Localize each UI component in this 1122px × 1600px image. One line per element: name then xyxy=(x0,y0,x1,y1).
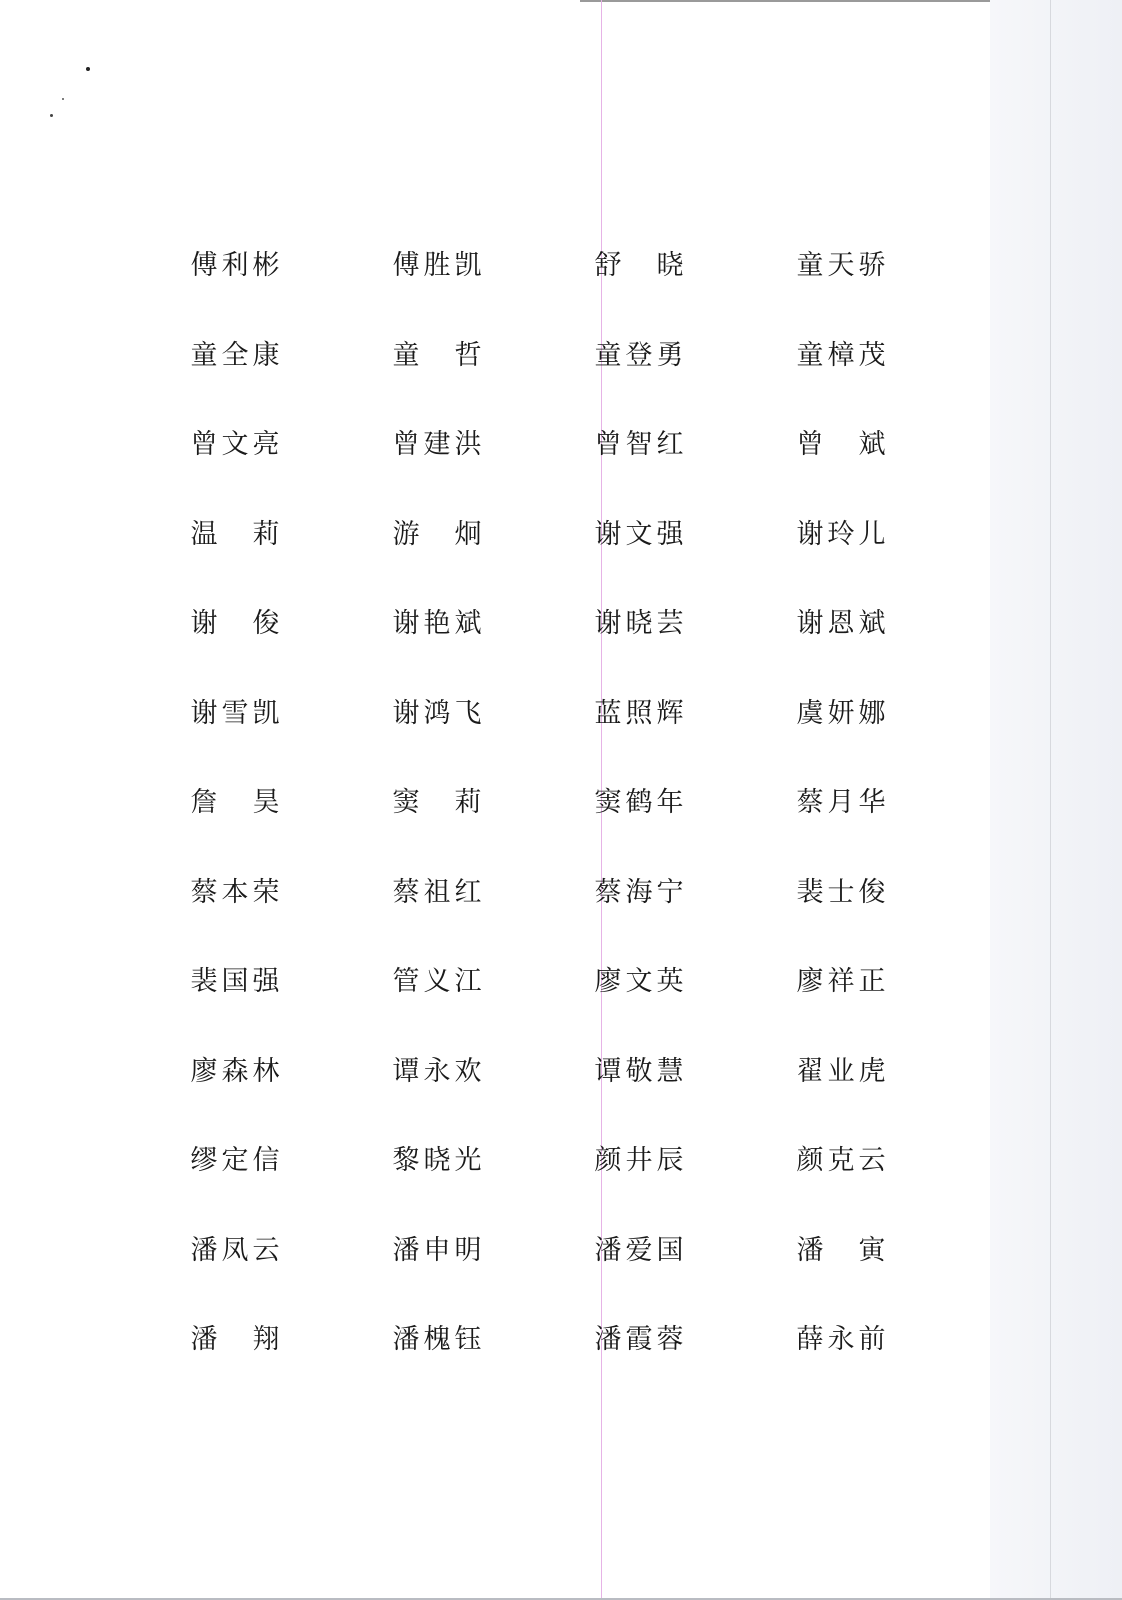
person-name: 窦 莉 xyxy=(392,787,482,818)
person-name: 裴 国 强 xyxy=(190,966,280,997)
person-name: 谢 晓 芸 xyxy=(594,608,684,639)
person-name: 黎 晓 光 xyxy=(392,1145,482,1176)
person-name: 薛 永 前 xyxy=(796,1324,886,1355)
person-name: 颜 井 辰 xyxy=(594,1145,684,1176)
person-name: 廖 祥 正 xyxy=(796,966,886,997)
person-name: 谢 恩 斌 xyxy=(796,608,886,639)
person-name: 蔡 海 宁 xyxy=(594,876,684,908)
person-name: 裴 士 俊 xyxy=(796,876,886,908)
person-name: 游 炯 xyxy=(392,518,482,550)
person-name: 傅 胜 凯 xyxy=(392,250,482,281)
person-name: 谢 文 强 xyxy=(594,518,684,550)
person-name: 曾 智 红 xyxy=(594,429,684,460)
person-name: 舒 晓 xyxy=(594,250,684,281)
person-name: 童 哲 xyxy=(392,339,482,371)
person-name: 潘 爱 国 xyxy=(594,1234,684,1266)
scan-speck xyxy=(50,114,53,117)
person-name: 缪 定 信 xyxy=(190,1145,280,1176)
person-name: 潘 寅 xyxy=(796,1234,886,1266)
person-name: 翟 业 虎 xyxy=(796,1055,886,1087)
person-name: 谢 艳 斌 xyxy=(392,608,482,639)
person-name: 谢 雪 凯 xyxy=(190,697,280,729)
person-name: 管 义 江 xyxy=(392,966,482,997)
person-name: 谢 鸿 飞 xyxy=(392,697,482,729)
person-name: 温 莉 xyxy=(190,518,280,550)
person-name: 廖 文 英 xyxy=(594,966,684,997)
person-name: 傅 利 彬 xyxy=(190,250,280,281)
person-name: 虞 妍 娜 xyxy=(796,697,886,729)
person-name: 潘 霞 蓉 xyxy=(594,1324,684,1355)
person-name: 詹 昊 xyxy=(190,787,280,818)
person-name: 谢 玲 儿 xyxy=(796,518,886,550)
person-name: 童 全 康 xyxy=(190,339,280,371)
scan-right-shading xyxy=(990,0,1122,1600)
person-name: 童 樟 茂 xyxy=(796,339,886,371)
person-name: 曾 文 亮 xyxy=(190,429,280,460)
person-name: 潘 翔 xyxy=(190,1324,280,1355)
person-name: 童 登 勇 xyxy=(594,339,684,371)
person-name: 潘 凤 云 xyxy=(190,1234,280,1266)
person-name: 潘 槐 钰 xyxy=(392,1324,482,1355)
person-name: 曾 建 洪 xyxy=(392,429,482,460)
person-name: 谭 永 欢 xyxy=(392,1055,482,1087)
person-name: 廖 森 林 xyxy=(190,1055,280,1087)
names-list-grid xyxy=(190,248,910,1412)
person-name: 蔡 月 华 xyxy=(796,787,886,818)
person-name: 蓝 照 辉 xyxy=(594,697,684,729)
person-name: 潘 申 明 xyxy=(392,1234,482,1266)
person-name: 曾 斌 xyxy=(796,429,886,460)
scan-speck xyxy=(62,98,64,100)
person-name: 蔡 本 荣 xyxy=(190,876,280,908)
scan-speck xyxy=(86,67,90,71)
person-name: 童 天 骄 xyxy=(796,250,886,281)
person-name: 窦 鹤 年 xyxy=(594,787,684,818)
person-name: 颜 克 云 xyxy=(796,1145,886,1176)
person-name: 蔡 祖 红 xyxy=(392,876,482,908)
scan-vertical-line-gray xyxy=(1050,0,1051,1600)
person-name: 谭 敬 慧 xyxy=(594,1055,684,1087)
person-name: 谢 俊 xyxy=(190,608,280,639)
